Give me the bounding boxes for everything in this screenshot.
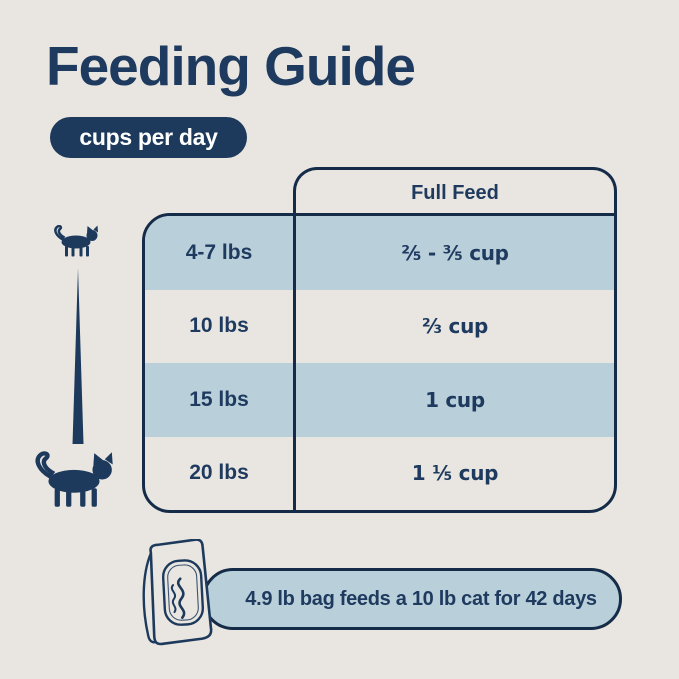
- table-row: [145, 290, 614, 364]
- amount-cell: 1 ¹⁄₅ cup: [293, 437, 614, 511]
- amount-cell: ²⁄₃ cup: [293, 290, 614, 364]
- weight-cell: 4-7 lbs: [185, 240, 253, 264]
- weight-cell: 15 lbs: [189, 387, 249, 411]
- table-row: [145, 437, 614, 511]
- large-cat-icon: [30, 451, 118, 508]
- table-body: [142, 213, 617, 513]
- amount-cell: 1 cup: [293, 363, 614, 437]
- table-row: [145, 216, 614, 290]
- food-bag-icon: [133, 539, 217, 647]
- table-row: [145, 363, 614, 437]
- page-title: Feeding Guide: [46, 35, 415, 97]
- bag-note-text: 4.9 lb bag feeds a 10 lb cat for 42 days: [245, 587, 597, 610]
- amount-cell: ²⁄₅ - ³⁄₅ cup: [293, 216, 614, 290]
- feeding-table: [142, 167, 617, 513]
- full-feed-label: Full Feed: [411, 181, 499, 204]
- weight-cell: 10 lbs: [189, 314, 249, 338]
- bag-note-pill: [202, 568, 622, 630]
- badge-label: cups per day: [79, 124, 218, 150]
- table-header-full-feed: [293, 167, 617, 216]
- small-cat-icon: [51, 225, 101, 257]
- weight-cell: 20 lbs: [189, 461, 249, 485]
- cups-per-day-badge: [50, 117, 247, 158]
- growth-arrow-icon: [70, 268, 86, 444]
